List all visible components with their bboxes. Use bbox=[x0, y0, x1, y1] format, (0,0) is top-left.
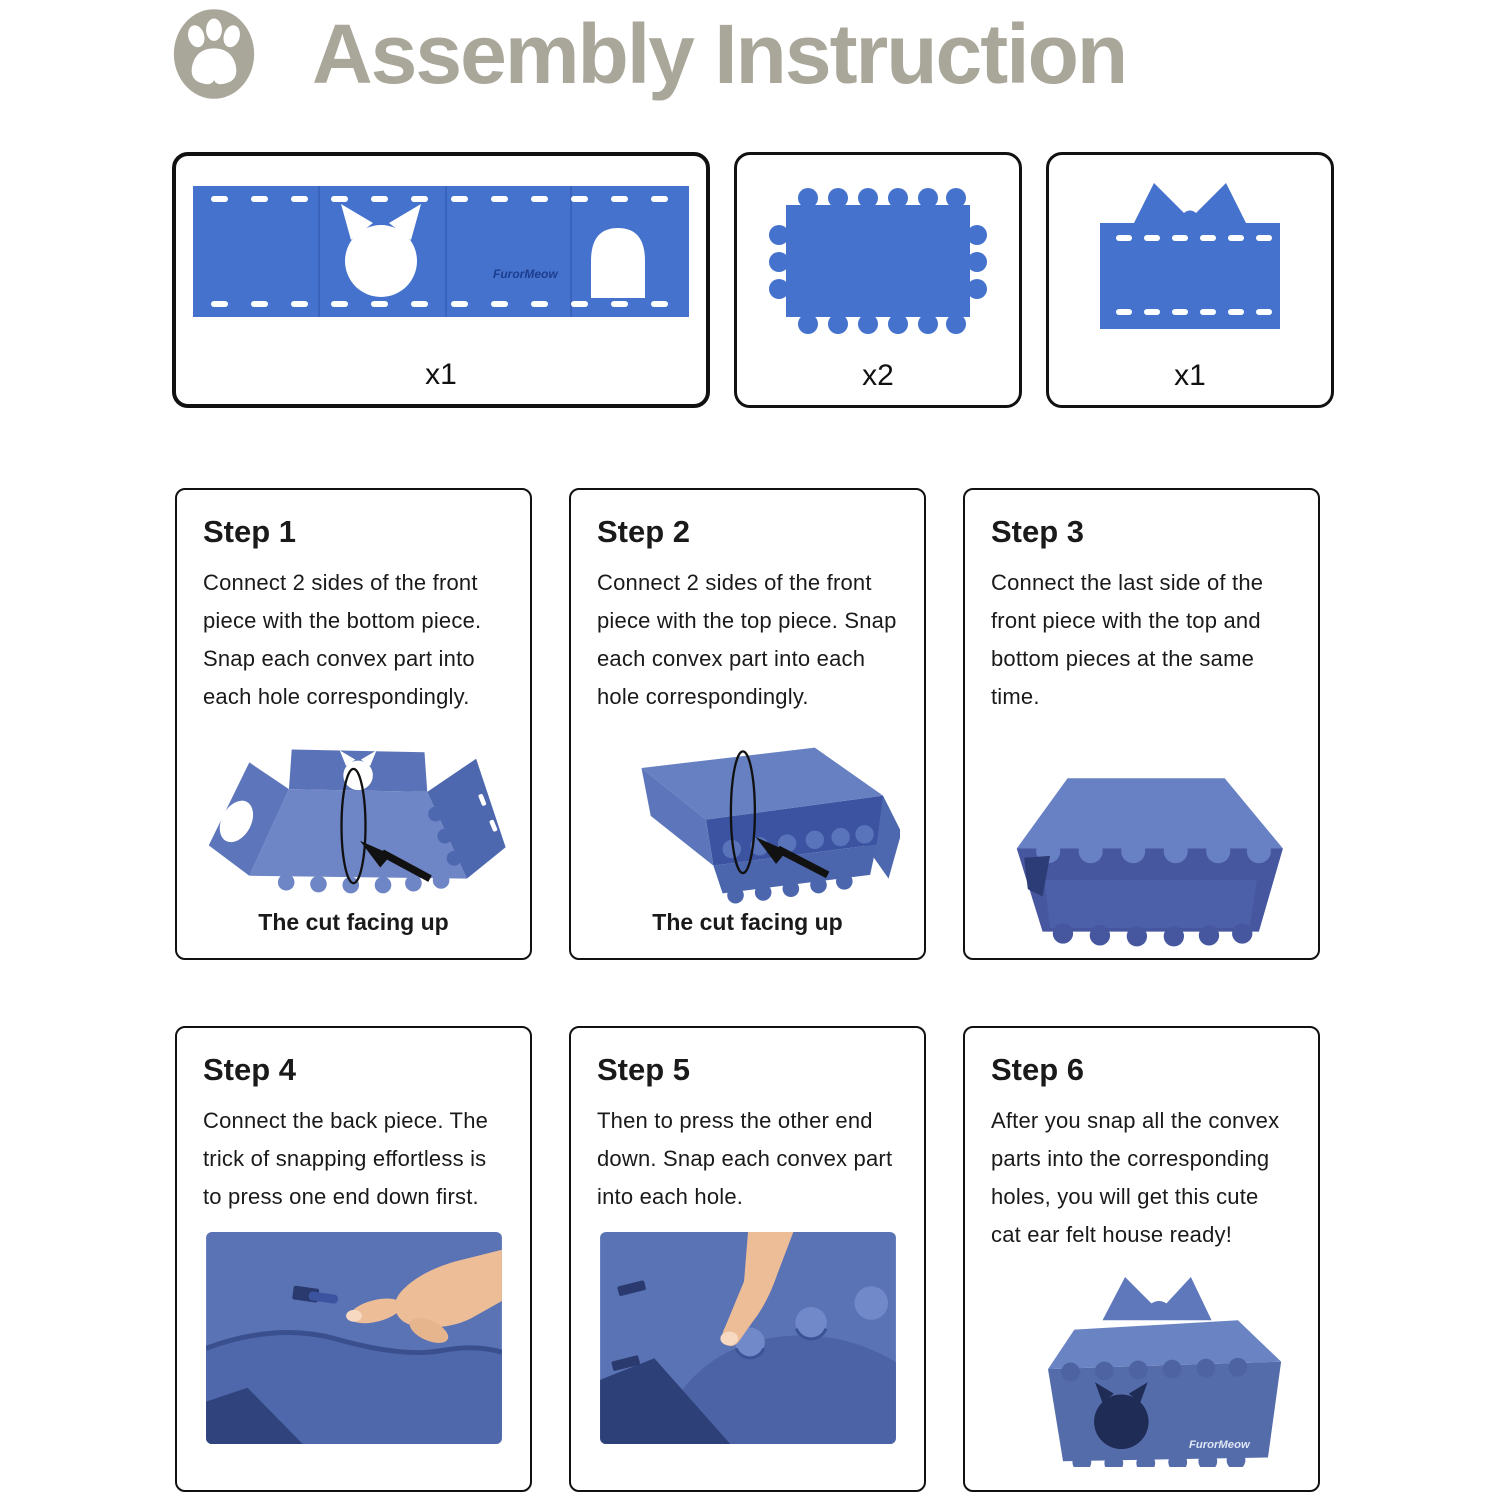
step-description: Connect the back piece. The trick of snapping effortless is to press one end down first. bbox=[203, 1108, 489, 1209]
step-title: Step 3 bbox=[991, 514, 1085, 549]
step-title: Step 5 bbox=[597, 1052, 691, 1087]
part-qty-label: x2 bbox=[862, 359, 894, 392]
part-qty-label: x1 bbox=[425, 358, 457, 391]
step-description: Connect 2 sides of the front piece with the bottom piece. Snap each convex part into each hole correspondingly. bbox=[203, 570, 482, 709]
part-box-front-piece bbox=[172, 152, 710, 408]
step-3-photo bbox=[989, 738, 1294, 958]
cat-ears-shape bbox=[1132, 183, 1248, 227]
step-description: Connect the last side of the front piece with the top and bottom pieces at the same time. bbox=[991, 570, 1264, 709]
step-description: After you snap all the convex parts into the corresponding holes, you will get this cute cat ear felt house ready! bbox=[991, 1108, 1280, 1247]
step-description: Then to press the other end down. Snap each convex part into each hole. bbox=[597, 1108, 893, 1209]
part-box-top-bottom-piece bbox=[734, 152, 1022, 408]
brand-logo-text: FurorMeow bbox=[1188, 1439, 1250, 1452]
step-card-5 bbox=[569, 1026, 926, 1492]
cut-facing-up-caption: The cut facing up bbox=[652, 909, 843, 935]
brand-logo-text: FurorMeow bbox=[493, 267, 558, 281]
cut-facing-up-caption: The cut facing up bbox=[258, 909, 449, 935]
part-qty-label: x1 bbox=[1174, 359, 1206, 392]
arch-door-cutout bbox=[591, 228, 645, 298]
step-title: Step 6 bbox=[991, 1052, 1085, 1087]
step-card-4 bbox=[175, 1026, 532, 1492]
header bbox=[172, 6, 1497, 102]
step-card-2 bbox=[569, 488, 926, 960]
step-1-photo bbox=[201, 720, 506, 909]
step-5-photo bbox=[600, 1232, 896, 1444]
steps-row-1 bbox=[175, 488, 1497, 960]
step-title: Step 2 bbox=[597, 514, 691, 549]
fingernail bbox=[720, 1332, 738, 1346]
front-piece-illustration bbox=[191, 176, 691, 328]
page-title: Assembly Instruction bbox=[312, 6, 1127, 101]
parts-row bbox=[172, 152, 1497, 408]
step-description: Connect 2 sides of the front piece with the top piece. Snap each convex part into each hole correspondingly. bbox=[597, 570, 897, 709]
cat-ears bbox=[1102, 1277, 1211, 1320]
step-card-6 bbox=[963, 1026, 1320, 1492]
top-bottom-piece-illustration bbox=[756, 175, 1000, 347]
step-title: Step 1 bbox=[203, 514, 297, 549]
part-box-back-piece bbox=[1046, 152, 1334, 408]
step-4-photo bbox=[206, 1232, 502, 1444]
step-title: Step 4 bbox=[203, 1052, 297, 1087]
step-card-3 bbox=[963, 488, 1320, 960]
step-card-1 bbox=[175, 488, 532, 960]
step-6-photo-finished-house bbox=[1001, 1260, 1283, 1467]
back-piece-illustration bbox=[1068, 175, 1312, 347]
step-2-photo bbox=[595, 720, 900, 909]
paw-icon bbox=[172, 6, 256, 102]
fingernail bbox=[346, 1310, 362, 1322]
steps-row-2 bbox=[175, 1026, 1497, 1492]
